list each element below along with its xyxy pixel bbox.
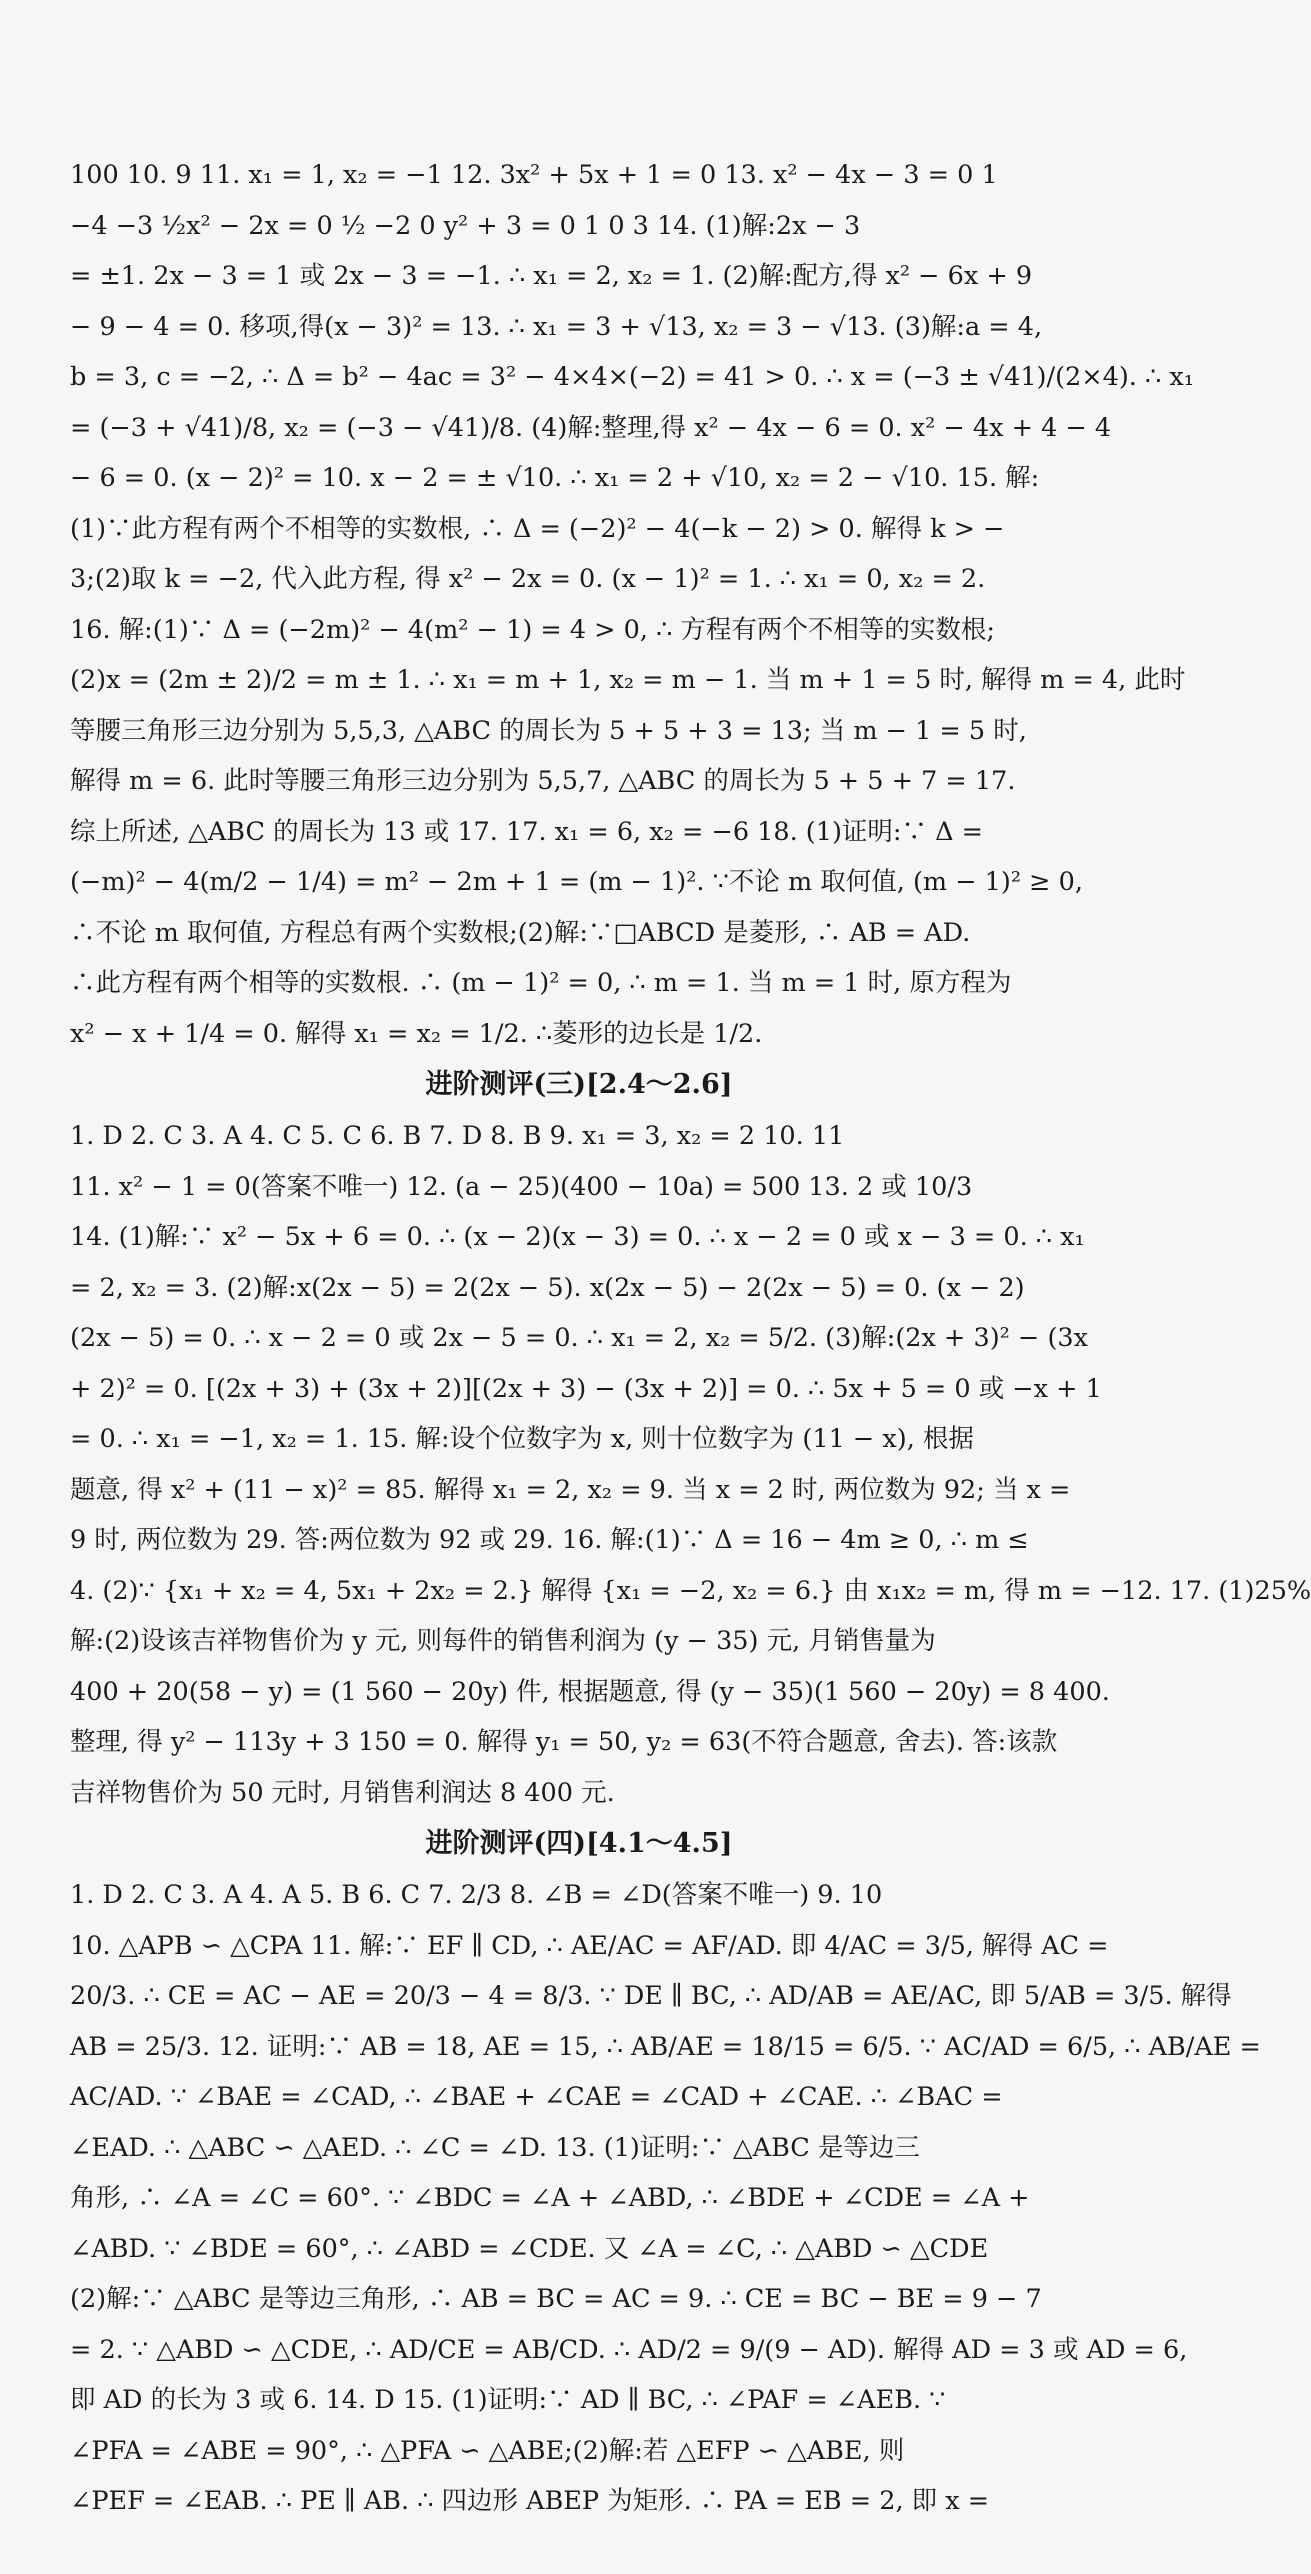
text-line: (2x − 5) = 0. ∴ x − 2 = 0 或 2x − 5 = 0. ∴ x₁ = 2, x₂ = 5/2. (3)解:(2x + 3)² − (3x [70, 1323, 1089, 1353]
text-line: 题意, 得 x² + (11 − x)² = 85. 解得 x₁ = 2, x₂ = 9. 当 x = 2 时, 两位数为 92; 当 x = [70, 1474, 1071, 1505]
text-line: = 2. ∵ △ABD ∽ △CDE, ∴ AD/CE = AB/CD. ∴ AD/2 = 9/(9 − AD). 解得 AD = 3 或 AD = 6, [70, 2334, 1188, 2365]
text-line: 整理, 得 y² − 113y + 3 150 = 0. 解得 y₁ = 50, y₂ = 63(不符合题意, 舍去). 答:该款 [70, 1727, 1058, 1757]
text-line: + 2)² = 0. [(2x + 3) + (3x + 2)][(2x + 3) − (3x + 2)] = 0. ∴ 5x + 5 = 0 或 −x + 1 [70, 1373, 1102, 1404]
text-line: (2)x = (2m ± 2)/2 = m ± 1. ∴ x₁ = m + 1, x₂ = m − 1. 当 m + 1 = 5 时, 解得 m = 4, 此时 [70, 665, 1186, 695]
text-line: 10. △APB ∽ △CPA 11. 解:∵ EF ∥ CD, ∴ AE/AC = AF/AD. 即 4/AC = 3/5, 解得 AC = [70, 1930, 1109, 1961]
text-line: 即 AD 的长为 3 或 6. 14. D 15. (1)证明:∵ AD ∥ BC, ∴ ∠PAF = ∠AEB. ∵ [70, 2385, 946, 2415]
section-heading-4: 进阶测评(四)[4.1～4.5] [425, 1828, 733, 1859]
text-line: 解得 m = 6. 此时等腰三角形三边分别为 5,5,7, △ABC 的周长为 5 + 5 + 7 = 17. [70, 766, 1016, 796]
text-line: 11. x² − 1 = 0(答案不唯一) 12. (a − 25)(400 − 10a) = 500 13. 2 或 10/3 [70, 1171, 973, 1202]
answer-block-part1 [70, 150, 1194, 1059]
text-line: 14. (1)解:∵ x² − 5x + 6 = 0. ∴ (x − 2)(x − 3) = 0. ∴ x − 2 = 0 或 x − 3 = 0. ∴ x₁ [70, 1222, 1085, 1252]
text-line: − 6 = 0. (x − 2)² = 10. x − 2 = ± √10. ∴ x₁ = 2 + √10, x₂ = 2 − √10. 15. 解: [70, 463, 1040, 493]
text-line: x² − x + 1/4 = 0. 解得 x₁ = x₂ = 1/2. ∴菱形的边长是 1/2. [70, 1018, 763, 1049]
text-line: (−m)² − 4(m/2 − 1/4) = m² − 2m + 1 = (m − 1)². ∵不论 m 取何值, (m − 1)² ≥ 0, [70, 867, 1083, 897]
text-line: ∴此方程有两个相等的实数根. ∴ (m − 1)² = 0, ∴ m = 1. 当 m = 1 时, 原方程为 [70, 968, 1012, 998]
text-line: 解:(2)设该吉祥物售价为 y 元, 则每件的销售利润为 (y − 35) 元, 月销售量为 [70, 1626, 936, 1656]
text-line: AC/AD. ∵ ∠BAE = ∠CAD, ∴ ∠BAE + ∠CAE = ∠CAD + ∠CAE. ∴ ∠BAC = [70, 2082, 1003, 2112]
text-line: − 9 − 4 = 0. 移项,得(x − 3)² = 13. ∴ x₁ = 3 + √13, x₂ = 3 − √13. (3)解:a = 4, [70, 311, 1043, 342]
text-line: = 2, x₂ = 3. (2)解:x(2x − 5) = 2(2x − 5). x(2x − 5) − 2(2x − 5) = 0. (x − 2) [70, 1272, 1025, 1303]
text-line: = 0. ∴ x₁ = −1, x₂ = 1. 15. 解:设个位数字为 x, 则十位数字为 (11 − x), 根据 [70, 1424, 974, 1454]
answer-block-part4 [70, 1870, 1261, 2527]
text-line: 吉祥物售价为 50 元时, 月销售利润达 8 400 元. [70, 1777, 615, 1808]
text-line: 400 + 20(58 − y) = (1 560 − 20y) 件, 根据题意, 得 (y − 35)(1 560 − 20y) = 8 400. [70, 1676, 1110, 1707]
text-line: (1)∵此方程有两个不相等的实数根, ∴ Δ = (−2)² − 4(−k − 2) > 0. 解得 k > − [70, 513, 1005, 544]
text-line: ∠ABD. ∵ ∠BDE = 60°, ∴ ∠ABD = ∠CDE. 又 ∠A = ∠C, ∴ △ABD ∽ △CDE [70, 2233, 989, 2264]
text-line: 等腰三角形三边分别为 5,5,3, △ABC 的周长为 5 + 5 + 3 = 13; 当 m − 1 = 5 时, [70, 715, 1027, 746]
text-line: 3;(2)取 k = −2, 代入此方程, 得 x² − 2x = 0. (x − 1)² = 1. ∴ x₁ = 0, x₂ = 2. [70, 564, 986, 594]
text-line: ∴不论 m 取何值, 方程总有两个实数根;(2)解:∵□ABCD 是菱形, ∴ AB = AD. [70, 917, 971, 948]
text-line: 综上所述, △ABC 的周长为 13 或 17. 17. x₁ = 6, x₂ = −6 18. (1)证明:∵ Δ = [70, 816, 984, 847]
answer-block-part3 [70, 1111, 1311, 1818]
text-line: 1. D 2. C 3. A 4. A 5. B 6. C 7. 2/3 8. ∠B = ∠D(答案不唯一) 9. 10 [70, 1880, 883, 1910]
text-line: 9 时, 两位数为 29. 答:两位数为 92 或 29. 16. 解:(1)∵ Δ = 16 − 4m ≥ 0, ∴ m ≤ [70, 1525, 1029, 1555]
text-line: 16. 解:(1)∵ Δ = (−2m)² − 4(m² − 1) = 4 > 0, ∴ 方程有两个不相等的实数根; [70, 614, 995, 645]
text-line: 角形, ∴ ∠A = ∠C = 60°. ∵ ∠BDC = ∠A + ∠ABD, ∴ ∠BDE + ∠CDE = ∠A + [70, 2183, 1030, 2213]
text-line: (2)解:∵ △ABC 是等边三角形, ∴ AB = BC = AC = 9. ∴ CE = BC − BE = 9 − 7 [70, 2284, 1042, 2314]
text-line: ∠PEF = ∠EAB. ∴ PE ∥ AB. ∴ 四边形 ABEP 为矩形. ∴ PA = EB = 2, 即 x = [70, 2486, 990, 2516]
text-line: ∠PFA = ∠ABE = 90°, ∴ △PFA ∽ △ABE;(2)解:若 △EFP ∽ △ABE, 则 [70, 2435, 905, 2466]
text-line: ∠EAD. ∴ △ABC ∽ △AED. ∴ ∠C = ∠D. 13. (1)证明:∵ △ABC 是等边三 [70, 2132, 920, 2163]
text-line: −4 −3 ½x² − 2x = 0 ½ −2 0 y² + 3 = 0 1 0 3 14. (1)解:2x − 3 [70, 210, 861, 241]
text-line: 1. D 2. C 3. A 4. C 5. C 6. B 7. D 8. B 9. x₁ = 3, x₂ = 2 10. 11 [70, 1121, 845, 1151]
text-line: 100 10. 9 11. x₁ = 1, x₂ = −1 12. 3x² + 5x + 1 = 0 13. x² − 4x − 3 = 0 1 [70, 160, 998, 190]
text-line: = ±1. 2x − 3 = 1 或 2x − 3 = −1. ∴ x₁ = 2, x₂ = 1. (2)解:配方,得 x² − 6x + 9 [70, 261, 1033, 291]
text-line: = (−3 + √41)/8, x₂ = (−3 − √41)/8. (4)解:整理,得 x² − 4x − 6 = 0. x² − 4x + 4 − 4 [70, 412, 1112, 443]
text-line: AB = 25/3. 12. 证明:∵ AB = 18, AE = 15, ∴ AB/AE = 18/15 = 6/5. ∵ AC/AD = 6/5, ∴ AB/AE = [70, 2031, 1261, 2062]
text-line: 4. (2)∵ {x₁ + x₂ = 4, 5x₁ + 2x₂ = 2.} 解得 {x₁ = −2, x₂ = 6.} 由 x₁x₂ = m, 得 m = −12. 17. (1)25% [70, 1575, 1311, 1606]
text-line: b = 3, c = −2, ∴ Δ = b² − 4ac = 3² − 4×4×(−2) = 41 > 0. ∴ x = (−3 ± √41)/(2×4). ∴ x₁ [70, 362, 1194, 392]
section-heading-3: 进阶测评(三)[2.4～2.6] [425, 1069, 733, 1100]
text-line: 20/3. ∴ CE = AC − AE = 20/3 − 4 = 8/3. ∵ DE ∥ BC, ∴ AD/AB = AE/AC, 即 5/AB = 3/5. 解得 [70, 1981, 1232, 2011]
